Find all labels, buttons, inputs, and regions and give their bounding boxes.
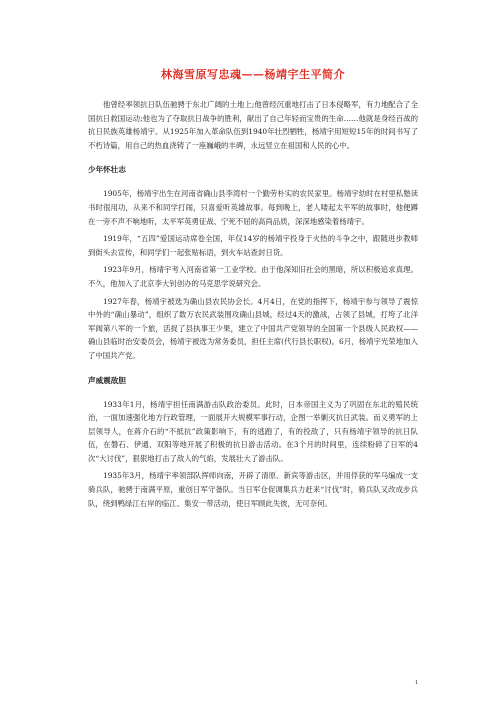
intro-paragraph: 他曾经率领抗日队伍驰骋于东北广阔的土地上;他曾经沉重地打击了日本侵略军，有力地配合了全国抗日救国运动;他也为了夺取抗日战争的胜利，献出了自己年轻而宝贵的生命……他就是身经百战的抗日民族英雄杨靖宇。从1925年加入革命队伍到1940年壮烈牺牲，杨靖宇用短短15年的时间书写了不朽诗篇，用自己的热血浇铸了一座巍峨的丰碑，永远竖立在祖国和人民的心中。 bbox=[88, 100, 418, 150]
paragraph: 1935年3月，杨靖宇率领部队挥师向南，开辟了清原、新宾等游击区，并用俘获的军马编成一支骑兵队，驰骋于南满平原，重创日军守备队。当日军仓促调集兵力赶来“讨伐”时，骑兵队又改成步兵队，绕到鸭绿江右岸的临江、集安一带活动，使日军顾此失彼，无可奈何。 bbox=[88, 471, 418, 508]
paragraph: 1933年1月，杨靖宇担任南满游击队政治委员。此时，日本帝国主义为了巩固在东北的殖民统治，一面加速强化地方行政管理，一面展开大规模军事行动，企图一举剿灭抗日武装。而义勇军的上层领导人，在蒋介石的“不抵抗”政策影响下，有的逃跑了，有的投敌了，只有杨靖宇领导的抗日队伍，在磐石、伊通、双阳等地开展了积极的抗日游击活动。在3个月的时间里，连续粉碎了日军的4次“大讨伐”，狠狠地打击了敌人的气焰，发展壮大了游击队。 bbox=[88, 399, 418, 463]
document-page bbox=[88, 66, 418, 514]
page-number: 1 bbox=[415, 680, 418, 686]
paragraph: 1905年，杨靖宇出生在河南省确山县李湾村一个勤劳朴实的农民家里。杨靖宇幼时在村里私塾读书时很用功，从来不和同学打闹，只喜爱听英雄故事。每到晚上，老人喽起太平军的故事时，他便蹲在一旁不声不响地听，太平军英勇征战、宁死不屈的高尚品质，深深地感染着杨靖宇。 bbox=[88, 189, 418, 226]
paragraph: 1927年春，杨靖宇被选为确山县农民协会长。4月4日，在党的指挥下，杨靖宇参与领导了震惊中外的“确山暴动”，组织了数万农民武装围攻确山县城，经过4天的激战，占领了县城，打垮了北洋军阀第八军的一个旅，活捉了县执事王少果，建立了中国共产党领导的全国第一个县级人民政权——确山县临时治安委员会，杨靖宇被选为常务委员，担任主席(代行县长职权)。6月，杨靖宇光荣地加入了中国共产党。 bbox=[88, 296, 418, 360]
document-title: 林海雪原写忠魂——杨靖宇生平简介 bbox=[161, 68, 345, 81]
paragraph: 1923年9月，杨靖宇考入河南省第一工业学校。由于他深知旧社会的黑暗，所以积极追求真理。不久，他加入了北京李大钊创办的马克思学说研究会。 bbox=[88, 265, 418, 288]
paragraph: 1919年，“五四”爱国运动席卷全国，年仅14岁的杨靖宇投身于火热的斗争之中，跟随进步教师到街头去宣传，和同学们一起张贴标语，到火车站查封日货。 bbox=[88, 234, 418, 257]
section-heading: 少年怀壮志 bbox=[88, 165, 126, 175]
section-heading: 声威震敌胆 bbox=[88, 375, 126, 385]
